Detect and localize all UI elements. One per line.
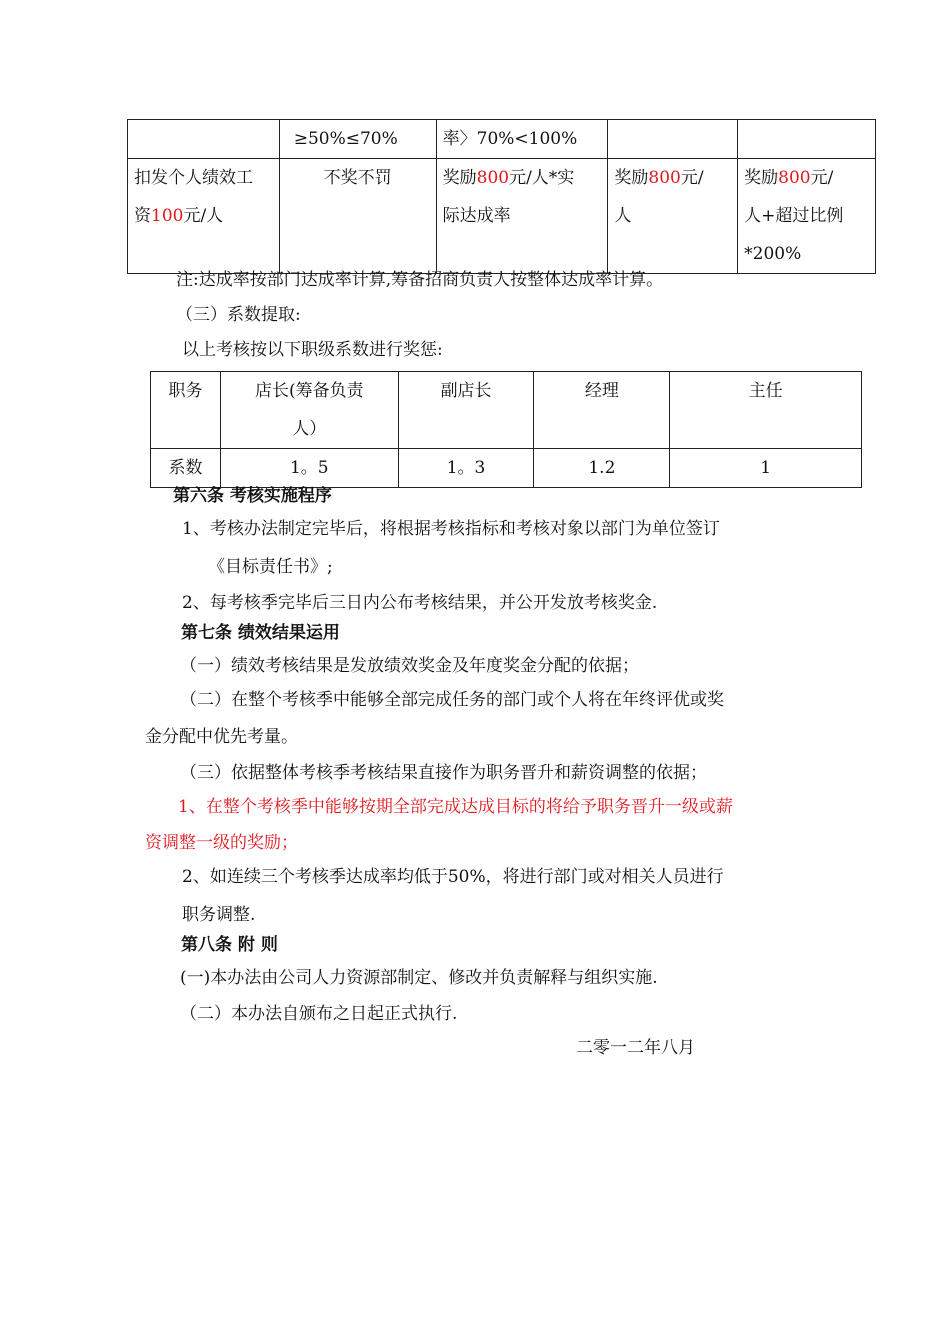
table-cell bbox=[738, 159, 876, 274]
table-cell bbox=[608, 120, 738, 159]
paragraph: （三）依据整体考核季考核结果直接作为职务晋升和薪资调整的依据； bbox=[180, 763, 707, 783]
cell-text: 奖励 bbox=[442, 168, 477, 188]
cell-text: 元/人*实 bbox=[509, 168, 575, 188]
cell-text: 扣发个人绩效工 bbox=[134, 168, 253, 188]
table-cell bbox=[220, 372, 398, 449]
paragraph: 2、每考核季完毕后三日内公布考核结果，并公开发放考核奖金. bbox=[182, 593, 658, 613]
table-cell: 职务 bbox=[151, 372, 221, 449]
table-cell bbox=[436, 159, 608, 274]
table-cell: ≥50%≤70% bbox=[279, 120, 436, 159]
note-text: 注:达成率按部门达成率计算,筹备招商负责人按整体达成率计算。 bbox=[176, 270, 664, 290]
table-cell bbox=[128, 120, 280, 159]
paragraph: 金分配中优先考量。 bbox=[145, 727, 298, 747]
table-row bbox=[151, 372, 862, 449]
table-cell: 1。3 bbox=[398, 449, 534, 488]
table-cell: 经理 bbox=[534, 372, 670, 449]
table-cell: 不奖不罚 bbox=[279, 159, 436, 274]
cell-text: 资 bbox=[134, 206, 151, 226]
cell-text: 奖励 bbox=[744, 168, 779, 188]
paragraph: 1、考核办法制定完毕后，将根据考核指标和考核对象以部门为单位签订 bbox=[182, 519, 720, 539]
reward-table bbox=[127, 119, 876, 274]
paragraph: (一)本办法由公司人力资源部制定、修改并负责解释与组织实施. bbox=[180, 968, 658, 988]
paragraph: 职务调整. bbox=[182, 905, 256, 925]
cell-amount: 100 bbox=[151, 206, 184, 226]
cell-text: *200% bbox=[744, 244, 802, 264]
paragraph: 《目标责任书》; bbox=[208, 557, 333, 577]
table-row bbox=[128, 120, 876, 159]
cell-text: 店长(筹备负责 bbox=[254, 381, 364, 401]
cell-amount: 800 bbox=[476, 168, 510, 188]
coefficient-table bbox=[150, 371, 862, 488]
cell-text: 元/人 bbox=[183, 206, 224, 226]
cell-text: 际达成率 bbox=[442, 206, 511, 226]
paragraph: 2、如连续三个考核季达成率均低于50%，将进行部门或对相关人员进行 bbox=[182, 867, 724, 887]
cell-amount: 800 bbox=[778, 168, 811, 188]
table-cell bbox=[128, 159, 280, 274]
cell-text: 人） bbox=[292, 419, 327, 439]
table-cell bbox=[738, 120, 876, 159]
article-heading: 第七条 绩效结果运用 bbox=[181, 623, 340, 643]
table-cell: 副店长 bbox=[398, 372, 534, 449]
cell-text: 元/ bbox=[680, 168, 704, 188]
article-heading: 第八条 附 则 bbox=[181, 935, 278, 955]
table-cell: 率〉70%<100% bbox=[436, 120, 608, 159]
table-cell: 1。5 bbox=[220, 449, 398, 488]
table-row bbox=[151, 449, 862, 488]
table-cell: 系数 bbox=[151, 449, 221, 488]
table-cell: 1.2 bbox=[534, 449, 670, 488]
cell-text: 奖励 bbox=[614, 168, 649, 188]
document-date: 二零一二年八月 bbox=[576, 1038, 695, 1058]
section-title: （三）系数提取: bbox=[176, 305, 301, 325]
cell-text: 人+超过比例 bbox=[744, 206, 844, 226]
table-cell: 1 bbox=[670, 449, 862, 488]
paragraph: （一）绩效考核结果是发放绩效奖金及年度奖金分配的依据； bbox=[180, 656, 639, 676]
cell-amount: 800 bbox=[648, 168, 681, 188]
table-row bbox=[128, 159, 876, 274]
cell-text: 元/ bbox=[810, 168, 834, 188]
cell-text: 人 bbox=[614, 206, 632, 226]
highlight-paragraph: 资调整一级的奖励； bbox=[145, 833, 298, 853]
article-heading: 第六条 考核实施程序 bbox=[173, 486, 332, 506]
paragraph: （二）在整个考核季中能够全部完成任务的部门或个人将在年终评优或奖 bbox=[180, 690, 724, 710]
section-intro: 以上考核按以下职级系数进行奖惩: bbox=[182, 340, 443, 360]
table-cell: 主任 bbox=[670, 372, 862, 449]
table-cell bbox=[608, 159, 738, 274]
highlight-paragraph: 1、在整个考核季中能够按期全部完成达成目标的将给予职务晋升一级或薪 bbox=[178, 797, 733, 817]
paragraph: （二）本办法自颁布之日起正式执行. bbox=[180, 1004, 458, 1024]
